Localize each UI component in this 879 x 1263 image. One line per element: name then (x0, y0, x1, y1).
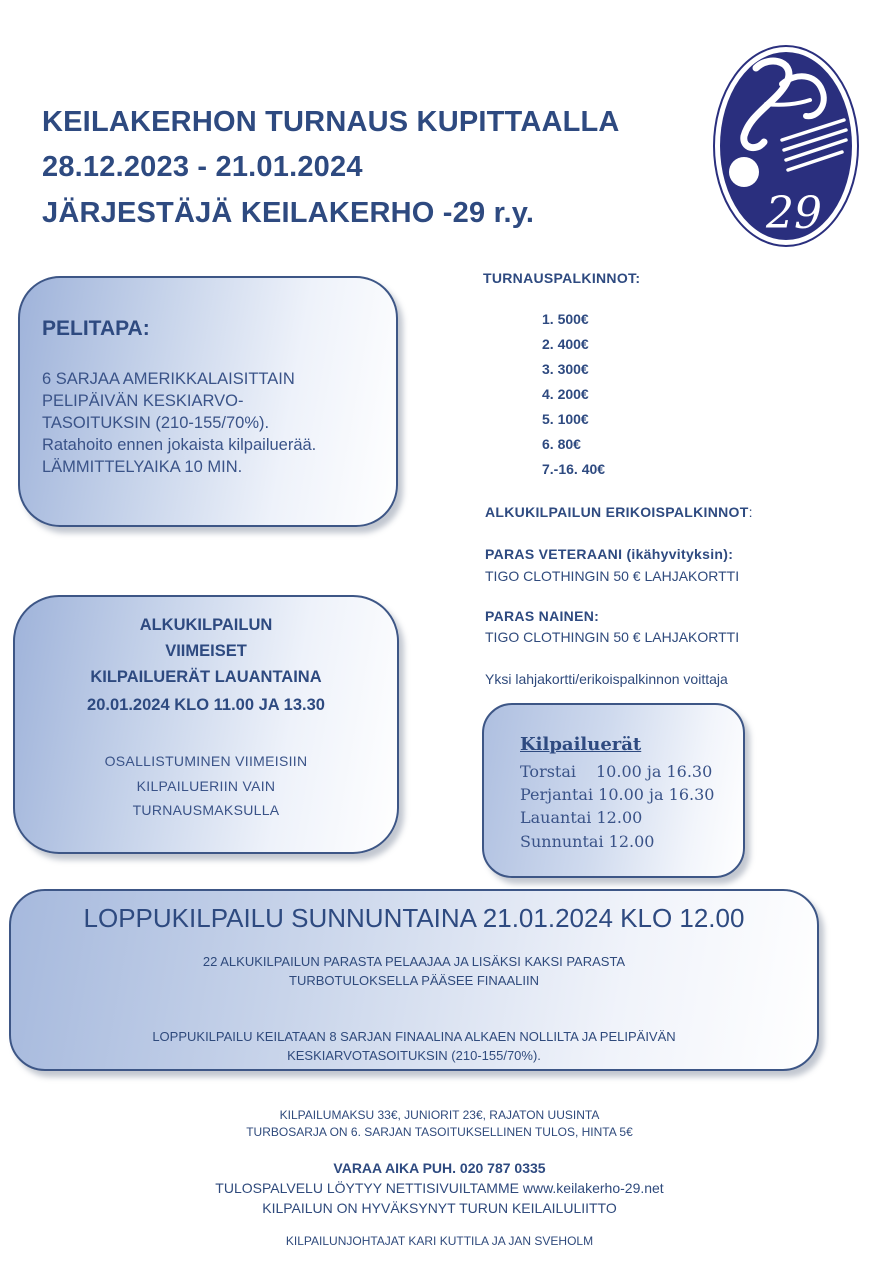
rounds-box (482, 703, 745, 878)
rounds-day: Lauantai (520, 808, 592, 827)
qualifying-datetime: 20.01.2024 KLO 11.00 JA 13.30 (87, 696, 325, 714)
rounds-day: Sunnuntai (520, 832, 604, 851)
rounds-row (520, 762, 712, 781)
prizes-heading: TURNAUSPALKINNOT: (483, 270, 641, 286)
final-format-text: LOPPUKILPAILU KEILATAAN 8 SARJAN FINAALINA ALKAEN NOLLILTA JA PELIPÄIVÄN (152, 1029, 676, 1044)
rounds-time: 12.00 (596, 808, 643, 827)
final-heading: LOPPUKILPAILU SUNNUNTAINA 21.01.2024 KLO 12.00 (83, 903, 745, 933)
special-prizes-heading (485, 504, 752, 522)
directors-info: KILPAILUNJOHTAJAT KARI KUTTILA JA JAN SVEHOLM (285, 1234, 594, 1248)
tournament-dates: 28.12.2023 - 21.01.2024 (42, 151, 363, 183)
game-format-line: PELIPÄIVÄN KESKIARVO- (42, 392, 244, 410)
game-format-line: 6 SARJAA AMERIKKALAISITTAIN (42, 370, 295, 388)
rounds-row (520, 808, 642, 827)
final-qualify-text: 22 ALKUKILPAILUN PARASTA PELAAJAA JA LISÄKSI KAKSI PARASTA (202, 954, 626, 969)
special-prizes-title: ALKUKILPAILUN ERIKOISPALKINNOT (485, 504, 749, 520)
rounds-row (520, 785, 714, 804)
prize-item: 2. 400€ (542, 336, 589, 352)
qualifying-heading: ALKUKILPAILUN (139, 616, 273, 634)
prize-item: 6. 80€ (542, 436, 581, 452)
final-format-text: KESKIARVOTASOITUKSIN (210-155/70%). (287, 1048, 541, 1063)
prize-item: 1. 500€ (542, 311, 589, 327)
rounds-time: 12.00 (608, 832, 655, 851)
rounds-row (520, 832, 654, 851)
women-label: PARAS NAINEN: (485, 608, 600, 624)
qualifying-heading: KILPAILUERÄT LAUANTAINA (90, 668, 322, 686)
fee-info: KILPAILUMAKSU 33€, JUNIORIT 23€, RAJATON UUSINTA (279, 1108, 600, 1122)
logo-number: 29 (766, 188, 822, 239)
phone-info: VARAA AIKA PUH. 020 787 0335 (333, 1160, 546, 1176)
prize-item: 5. 100€ (542, 411, 589, 427)
giftcard-note: Yksi lahjakortti/erikoispalkinnon voittaja (485, 671, 728, 687)
game-format-line: Ratahoito ennen jokaista kilpailuerää. (42, 436, 317, 454)
rounds-day: Torstai (520, 762, 577, 781)
game-format-text (42, 368, 316, 478)
page-title: KEILAKERHON TURNAUS KUPITTAALLA (42, 106, 620, 138)
game-format-box (18, 276, 398, 527)
qualifying-note: OSALLISTUMINEN VIIMEISIIN (104, 753, 308, 769)
rounds-time: 10.00 ja 16.30 (598, 785, 715, 804)
special-prizes-colon: : (748, 504, 753, 520)
prize-item: 3. 300€ (542, 361, 589, 377)
rounds-time: 10.00 ja 16.30 (596, 762, 713, 781)
club-logo (712, 44, 860, 248)
website-info: TULOSPALVELU LÖYTYY NETTISIVUILTAMME www.keilakerho-29.net (215, 1180, 664, 1196)
rounds-heading: Kilpailuerät (520, 734, 642, 755)
rounds-day: Perjantai (520, 785, 594, 804)
qualifying-note: TURNAUSMAKSULLA (132, 802, 280, 818)
approval-info: KILPAILUN ON HYVÄKSYNYT TURUN KEILAILULIITTO (262, 1200, 617, 1216)
game-format-line: LÄMMITTELYAIKA 10 MIN. (42, 458, 243, 476)
qualifying-box (13, 595, 399, 854)
prize-item: 7.-16. 40€ (542, 461, 606, 477)
veteran-prize: TIGO CLOTHINGIN 50 € LAHJAKORTTI (485, 568, 740, 584)
organizer: JÄRJESTÄJÄ KEILAKERHO -29 r.y. (42, 197, 535, 229)
game-format-heading: PELITAPA: (42, 317, 150, 340)
game-format-line: TASOITUKSIN (210-155/70%). (42, 414, 270, 432)
prize-item: 4. 200€ (542, 386, 589, 402)
final-box (9, 889, 819, 1071)
veteran-label: PARAS VETERAANI (ikähyvityksin): (485, 546, 734, 562)
qualifying-heading: VIIMEISET (165, 642, 247, 660)
qualifying-note: KILPAILUERIIN VAIN (136, 778, 276, 794)
women-prize: TIGO CLOTHINGIN 50 € LAHJAKORTTI (485, 629, 740, 645)
final-qualify-text: TURBOTULOKSELLA PÄÄSEE FINAALIIN (289, 973, 539, 988)
turbo-info: TURBOSARJA ON 6. SARJAN TASOITUKSELLINEN TULOS, HINTA 5€ (246, 1125, 633, 1139)
